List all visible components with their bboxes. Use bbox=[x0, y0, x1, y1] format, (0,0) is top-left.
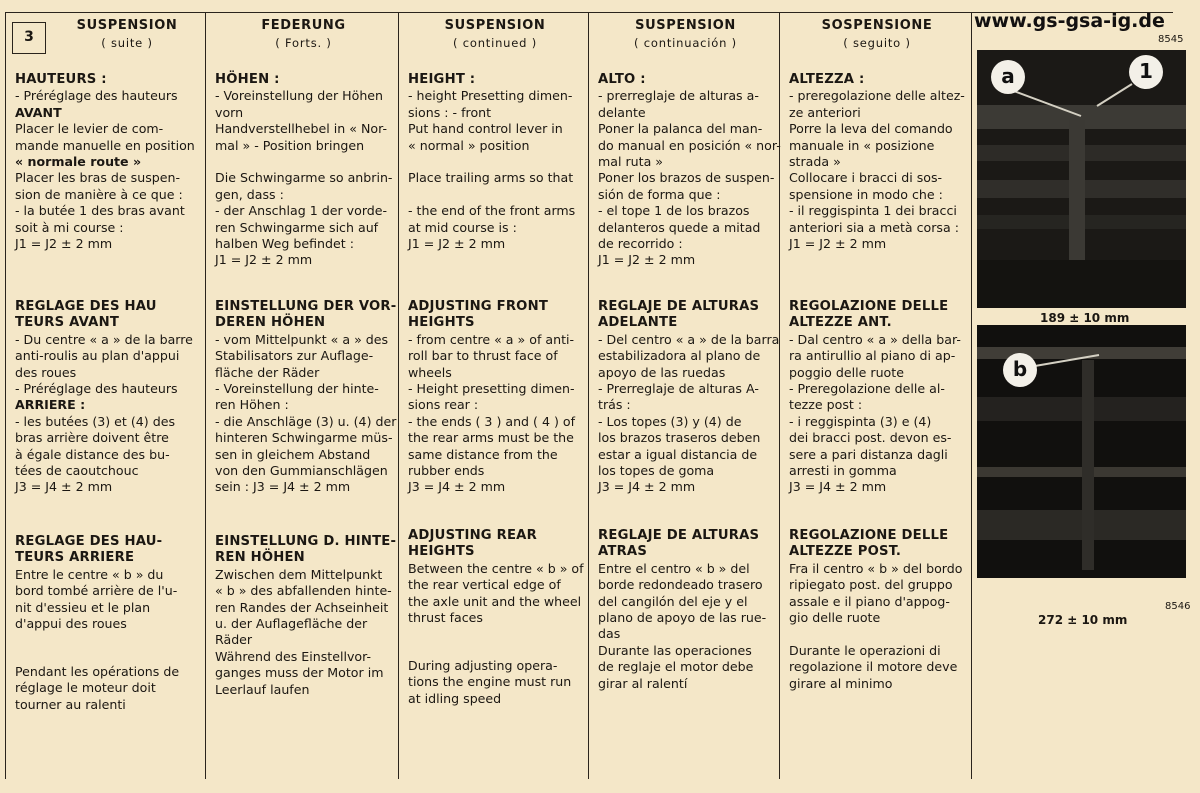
text-line: sión de forma que : bbox=[598, 186, 721, 202]
text-line: Entre el centro « b » del bbox=[598, 560, 750, 576]
text-line: sion de manière à ce que : bbox=[15, 186, 183, 202]
text-line bbox=[215, 154, 394, 170]
text-line: anti-roulis au plan d'appui bbox=[15, 348, 180, 364]
text-line: Poner los brazos de suspen- bbox=[598, 170, 775, 186]
page-number-box: 3 bbox=[12, 22, 46, 54]
text-line: bord tombé arrière de l'u- bbox=[15, 583, 178, 599]
text-line: Put hand control lever in bbox=[408, 121, 563, 137]
text-line: roll bar to thrust face of bbox=[408, 348, 558, 364]
text-line: Placer les bras de suspen- bbox=[15, 170, 181, 186]
text-line: fläche der Räder bbox=[215, 364, 320, 380]
text-line: J1 = J2 ± 2 mm bbox=[598, 252, 696, 268]
text-line: thrust faces bbox=[408, 610, 483, 626]
section-3 bbox=[598, 528, 775, 692]
text-line: Stabilisators zur Auflage- bbox=[215, 348, 374, 364]
section-heading-line: ADJUSTING REAR bbox=[408, 528, 537, 543]
section-3 bbox=[408, 528, 584, 626]
text-line: ganges muss der Motor im bbox=[215, 665, 384, 681]
caption-rear-height: 272 ± 10 mm bbox=[1038, 613, 1128, 627]
photo-id-top: 8545 bbox=[1158, 34, 1184, 45]
text-line bbox=[408, 154, 584, 170]
text-line: - Voreinstellung der hinte- bbox=[215, 381, 379, 397]
text-line: - el tope 1 de los brazos bbox=[598, 203, 750, 219]
marker-a: a bbox=[991, 60, 1025, 94]
text-line: - les butées (3) et (4) des bbox=[15, 413, 176, 429]
caption-front-height: 189 ± 10 mm bbox=[1040, 311, 1130, 325]
section-heading-line: ALTO : bbox=[598, 72, 646, 87]
text-line: - la butée 1 des bras avant bbox=[15, 203, 185, 219]
text-line: « normal » position bbox=[408, 137, 530, 153]
text-line: AVANT bbox=[15, 104, 62, 120]
text-line: plano de apoyo de las rue- bbox=[598, 610, 767, 626]
section-heading-line: ALTEZZA : bbox=[789, 72, 865, 87]
text-line: - vom Mittelpunkt « a » des bbox=[215, 331, 389, 347]
text-line: estar a igual distancia de bbox=[598, 446, 758, 462]
text-line: delanteros quede a mitad bbox=[598, 219, 761, 235]
text-line: u. der Auflagefläche der bbox=[215, 616, 368, 632]
text-line: Durante las operaciones bbox=[598, 642, 752, 658]
section-heading-line: TEURS AVANT bbox=[15, 315, 120, 331]
text-line: Leerlauf laufen bbox=[215, 681, 310, 697]
text-line: poggio delle ruote bbox=[789, 364, 904, 380]
text-line: the axle unit and the wheel bbox=[408, 593, 582, 609]
text-line: wheels bbox=[408, 364, 452, 380]
section-heading-line: TEURS ARRIERE bbox=[15, 550, 135, 566]
text-line: ra antirullio al piano di ap- bbox=[789, 348, 956, 364]
column-title: SUSPENSION bbox=[635, 18, 736, 33]
text-line: - Preregolazione delle al- bbox=[789, 381, 945, 397]
text-line: strada » bbox=[789, 154, 841, 170]
text-line: ren Randes der Achseinheit bbox=[215, 599, 389, 615]
text-line: borde redondeado trasero bbox=[598, 577, 763, 593]
suspension-photo-rear bbox=[977, 325, 1186, 578]
text-line: das bbox=[598, 626, 621, 642]
section-2 bbox=[408, 299, 584, 496]
text-line: - Voreinstellung der Höhen bbox=[215, 88, 384, 104]
section-heading-line: ADELANTE bbox=[598, 315, 678, 331]
text-line: - Height presetting dimen- bbox=[408, 381, 575, 397]
column-title: SOSPENSIONE bbox=[821, 18, 933, 33]
column-subtitle: ( seguito ) bbox=[843, 36, 911, 50]
marker-b: b bbox=[1003, 353, 1037, 387]
text-line: - der Anschlag 1 der vorde- bbox=[215, 203, 388, 219]
text-line: - the end of the front arms bbox=[408, 203, 576, 219]
text-line: - Dal centro « a » della bar- bbox=[789, 331, 961, 347]
text-line: J3 = J4 ± 2 mm bbox=[598, 479, 696, 495]
text-line: J1 = J2 ± 2 mm bbox=[15, 236, 113, 252]
text-line: - Du centre « a » de la barre bbox=[15, 331, 193, 347]
text-line: gen, dass : bbox=[215, 186, 284, 202]
text-line: sere a pari distanza dagli bbox=[789, 446, 948, 462]
section-heading-line: HEIGHTS bbox=[408, 315, 475, 331]
text-line: J1 = J2 ± 2 mm bbox=[215, 252, 313, 268]
text-line: sions rear : bbox=[408, 397, 479, 413]
text-line: arresti in gomma bbox=[789, 463, 897, 479]
text-line: hinteren Schwingarme müs- bbox=[215, 430, 393, 446]
text-line: During adjusting opera- bbox=[408, 658, 558, 673]
text-line: ze anteriori bbox=[789, 104, 861, 120]
text-line: Entre le centre « b » du bbox=[15, 566, 164, 582]
section-1 bbox=[15, 72, 201, 252]
section-3 bbox=[215, 534, 397, 698]
text-line: los topes de goma bbox=[598, 463, 715, 479]
column-header bbox=[789, 18, 965, 74]
section-heading-line: ALTEZZE ANT. bbox=[789, 315, 892, 331]
text-line: los brazos traseros deben bbox=[598, 430, 761, 446]
text-line bbox=[408, 187, 584, 203]
text-line: à égale distance des bu- bbox=[15, 446, 170, 462]
text-line: vorn bbox=[215, 104, 244, 120]
text-line: réglage le moteur doit bbox=[15, 680, 156, 696]
section-2 bbox=[15, 299, 201, 496]
text-line: sein : J3 = J4 ± 2 mm bbox=[215, 479, 351, 495]
text-line: nit d'essieu et le plan bbox=[15, 599, 151, 615]
text-line: Räder bbox=[215, 632, 253, 648]
text-line: girar al ralentí bbox=[598, 675, 688, 691]
column-header bbox=[15, 18, 199, 74]
text-line: tourner au ralenti bbox=[15, 696, 126, 712]
text-line: manuale in « posizione bbox=[789, 137, 935, 153]
section-1 bbox=[215, 72, 394, 269]
column-german bbox=[205, 12, 398, 779]
text-line: « b » des abfallenden hinte- bbox=[215, 583, 392, 599]
text-line: - prerreglaje de alturas a- bbox=[598, 88, 759, 104]
text-line: bras arrière doivent être bbox=[15, 430, 169, 446]
text-line: - Los topes (3) y (4) de bbox=[598, 413, 742, 429]
text-line: mal ruta » bbox=[598, 154, 664, 170]
section-heading-line: REGOLAZIONE DELLE bbox=[789, 299, 949, 314]
text-line: Place trailing arms so that bbox=[408, 170, 574, 186]
text-line: Handverstellhebel in « Nor- bbox=[215, 121, 387, 137]
text-line: von den Gummianschlägen bbox=[215, 463, 388, 479]
text-line: Collocare i bracci di sos- bbox=[789, 170, 943, 186]
column-subtitle: ( continuación ) bbox=[634, 36, 737, 50]
text-line: at idling speed bbox=[408, 690, 502, 706]
text-line: - Préréglage des hauteurs bbox=[15, 381, 178, 397]
column-subtitle: ( Forts. ) bbox=[275, 36, 332, 50]
section-heading-line: ADJUSTING FRONT bbox=[408, 299, 549, 314]
suspension-photo-front bbox=[977, 50, 1186, 308]
section-4 bbox=[15, 664, 201, 713]
text-line: Zwischen dem Mittelpunkt bbox=[215, 566, 383, 582]
section-heading-line: REGLAJE DE ALTURAS bbox=[598, 528, 760, 543]
text-line: - Prerreglaje de alturas A- bbox=[598, 381, 759, 397]
section-1 bbox=[408, 72, 584, 252]
text-line: mande manuelle en position bbox=[15, 137, 195, 153]
text-line: Während des Einstellvor- bbox=[215, 648, 372, 664]
text-line: estabilizadora al plano de bbox=[598, 348, 761, 364]
column-spanish bbox=[588, 12, 779, 779]
text-line: same distance from the bbox=[408, 446, 558, 462]
column-subtitle: ( suite ) bbox=[101, 36, 153, 50]
section-heading-line: HÖHEN : bbox=[215, 72, 280, 87]
text-line: J1 = J2 ± 2 mm bbox=[789, 236, 887, 252]
section-heading-line: ATRAS bbox=[598, 544, 648, 560]
text-line: Between the centre « b » of bbox=[408, 560, 584, 576]
text-line: tezze post : bbox=[789, 397, 863, 413]
text-line: the rear vertical edge of bbox=[408, 577, 561, 593]
section-2 bbox=[215, 299, 397, 496]
section-heading-line: EINSTELLUNG D. HINTE- bbox=[215, 534, 397, 549]
text-line: Pendant les opérations de bbox=[15, 664, 180, 679]
text-line: - the ends ( 3 ) and ( 4 ) of bbox=[408, 413, 576, 429]
text-line: J1 = J2 ± 2 mm bbox=[408, 236, 506, 252]
text-line: del cangilón del eje y el bbox=[598, 593, 748, 609]
text-line: - preregolazione delle altez- bbox=[789, 88, 965, 104]
column-header bbox=[408, 18, 582, 74]
text-line: Fra il centro « b » del bordo bbox=[789, 560, 963, 576]
text-line: « normale route » bbox=[15, 154, 142, 170]
text-line: J3 = J4 ± 2 mm bbox=[789, 479, 887, 495]
text-line: Poner la palanca del man- bbox=[598, 121, 763, 137]
text-line: at mid course is : bbox=[408, 219, 517, 235]
section-1 bbox=[789, 72, 967, 252]
column-italian bbox=[779, 12, 972, 779]
column-header bbox=[598, 18, 773, 74]
text-line: - il reggispinta 1 dei bracci bbox=[789, 203, 957, 219]
section-3 bbox=[15, 534, 201, 632]
text-line: regolazione il motore deve bbox=[789, 659, 958, 675]
column-header bbox=[215, 18, 392, 74]
text-line: de reglaje el motor debe bbox=[598, 659, 754, 675]
column-french bbox=[5, 12, 205, 779]
section-2 bbox=[789, 299, 967, 496]
column-title: SUSPENSION bbox=[76, 18, 178, 33]
section-heading-line: HAUTEURS : bbox=[15, 72, 107, 87]
text-line: sen in gleichem Abstand bbox=[215, 446, 371, 462]
section-1 bbox=[598, 72, 781, 269]
column-title: SUSPENSION bbox=[444, 18, 546, 33]
text-line: Placer le levier de com- bbox=[15, 121, 164, 137]
text-line: J3 = J4 ± 2 mm bbox=[408, 479, 506, 495]
text-line: sions : - front bbox=[408, 104, 492, 120]
text-line: ren Schwingarme sich auf bbox=[215, 219, 379, 235]
section-heading-line: REGOLAZIONE DELLE bbox=[789, 528, 949, 543]
text-line: Durante le operazioni di bbox=[789, 642, 941, 658]
section-heading-line: ALTEZZE POST. bbox=[789, 544, 902, 560]
section-heading-line: REGLAJE DE ALTURAS bbox=[598, 299, 760, 314]
text-line: rubber ends bbox=[408, 463, 485, 479]
text-line: ren Höhen : bbox=[215, 397, 289, 413]
photo-id-bottom: 8546 bbox=[1165, 601, 1191, 612]
text-line: de recorrido : bbox=[598, 236, 683, 252]
marker-1: 1 bbox=[1129, 55, 1163, 89]
text-line: trás : bbox=[598, 397, 631, 413]
section-heading-line: REN HÖHEN bbox=[215, 550, 305, 566]
text-line: halben Weg befindet : bbox=[215, 236, 354, 252]
text-line: tions the engine must run bbox=[408, 674, 572, 690]
text-line: dei bracci post. devon es- bbox=[789, 430, 952, 446]
text-line: anteriori sia a metà corsa : bbox=[789, 219, 959, 235]
text-line: spensione in modo che : bbox=[789, 186, 943, 202]
text-line: mal » - Position bringen bbox=[215, 137, 365, 153]
column-english bbox=[398, 12, 588, 779]
text-line: girare al minimo bbox=[789, 675, 893, 691]
text-line: Porre la leva del comando bbox=[789, 121, 953, 137]
text-line: assale e il piano d'appog- bbox=[789, 593, 950, 609]
section-2 bbox=[598, 299, 780, 496]
text-line: delante bbox=[598, 104, 646, 120]
section-3 bbox=[789, 528, 967, 692]
text-line: do manual en posición « nor- bbox=[598, 137, 781, 153]
text-line: - i reggispinta (3) e (4) bbox=[789, 413, 932, 429]
text-line bbox=[789, 626, 967, 642]
section-heading-line: HEIGHTS bbox=[408, 544, 475, 560]
text-line: ARRIERE : bbox=[15, 397, 86, 413]
section-heading-line: REGLAGE DES HAU bbox=[15, 299, 157, 314]
section-heading-line: EINSTELLUNG DER VOR- bbox=[215, 299, 397, 314]
text-line: Die Schwingarme so anbrin- bbox=[215, 170, 393, 186]
text-line: the rear arms must be the bbox=[408, 430, 574, 446]
text-line: - from centre « a » of anti- bbox=[408, 331, 575, 347]
text-line: soit à mi course : bbox=[15, 219, 124, 235]
website-label: www.gs-gsa-ig.de bbox=[974, 10, 1165, 32]
text-line: ripiegato post. del gruppo bbox=[789, 577, 953, 593]
text-line: gio delle ruote bbox=[789, 610, 881, 626]
text-line: - Préréglage des hauteurs bbox=[15, 88, 178, 104]
section-heading-line: REGLAGE DES HAU- bbox=[15, 534, 163, 549]
section-4 bbox=[408, 658, 584, 707]
column-title: FEDERUNG bbox=[261, 18, 346, 33]
text-line: J3 = J4 ± 2 mm bbox=[15, 479, 113, 495]
text-line: des roues bbox=[15, 364, 77, 380]
text-line: - Del centro « a » de la barra bbox=[598, 331, 780, 347]
text-line: - die Anschläge (3) u. (4) der bbox=[215, 413, 397, 429]
text-line: - height Presetting dimen- bbox=[408, 88, 573, 104]
text-line: d'appui des roues bbox=[15, 616, 127, 632]
section-heading-line: DEREN HÖHEN bbox=[215, 315, 326, 331]
text-line: apoyo de las ruedas bbox=[598, 364, 726, 380]
section-heading-line: HEIGHT : bbox=[408, 72, 476, 87]
column-subtitle: ( continued ) bbox=[453, 36, 537, 50]
text-line: tées de caoutchouc bbox=[15, 463, 139, 479]
